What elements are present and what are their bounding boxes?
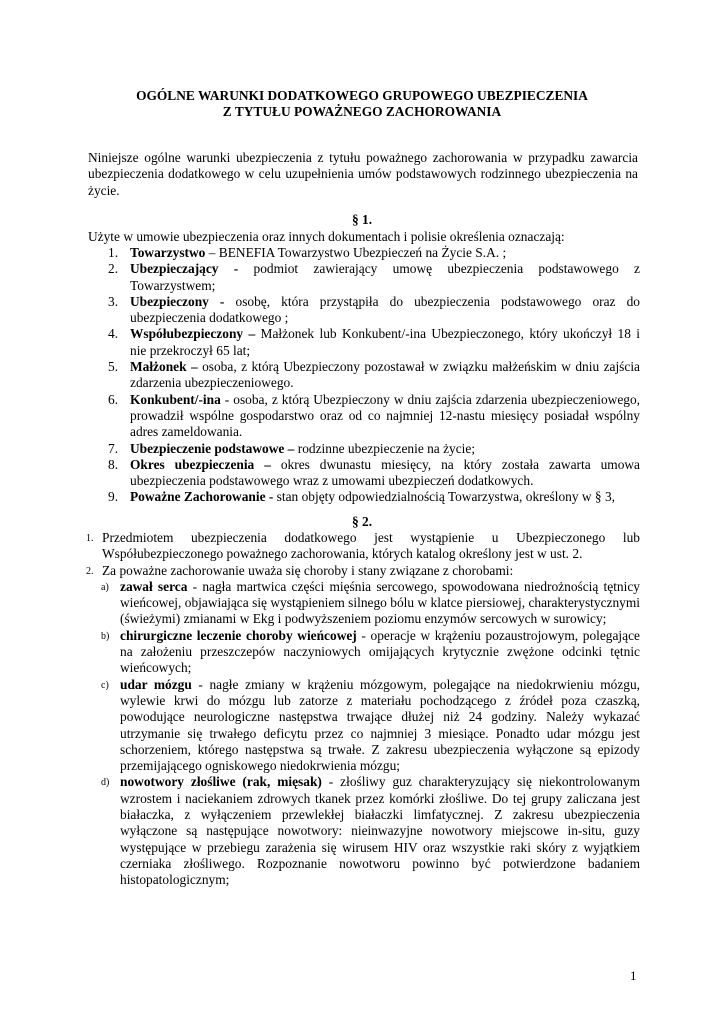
item-number: 3. [108, 293, 119, 309]
illness-text: - operacje w krążeniu pozaustrojowym, polegające na założeniu przeszczepów naczyniowych omijających krytycznie zwężone odcinki tętnic wieńcowych; [120, 627, 640, 676]
illness-term: zawał serca [120, 578, 188, 594]
definition-text: stan objęty odpowiedzialnością Towarzystwa, określony w § 3, [273, 489, 616, 505]
definition-term: Okres ubezpieczenia – [130, 456, 271, 472]
item-number: 8. [108, 456, 119, 472]
definition-item [88, 457, 640, 490]
definition-text: osobę, która przystąpiła do ubezpieczenia podstawowego oraz do ubezpieczenia dodatkowego ; [130, 293, 640, 326]
section-2-paragraph-1 [80, 530, 640, 563]
section-2-body [80, 530, 640, 889]
definition-item [88, 245, 640, 261]
item-letter: c) [101, 679, 109, 691]
definition-item [88, 359, 640, 392]
definition-item [88, 489, 640, 505]
illness-item [80, 628, 640, 677]
title-line-1: OGÓLNE WARUNKI DODATKOWEGO GRUPOWEGO UBEZPIECZENIA [136, 88, 588, 103]
definition-term: Małżonek – [130, 359, 198, 375]
item-number: 9. [108, 489, 119, 505]
section-1-lead: Użyte w umowie ubezpieczenia oraz innych dokumentach i polisie określenia oznaczają: [88, 229, 565, 244]
item-number: 1. [108, 245, 119, 260]
illness-term: nowotwory złośliwe (rak, mięsak) [120, 774, 322, 790]
definition-item [88, 261, 640, 294]
intro-paragraph: Niniejsze ogólne warunki ubezpieczenia z tytułu poważnego zachorowania w przypadku zawarcia ubezpieczenia dodatkowego w celu uzupełnienia umów podstawowych rodzinnego ubezpieczenia na życie. [88, 150, 638, 198]
item-letter: d) [101, 777, 110, 789]
item-number: 2. [108, 261, 119, 277]
item-number: 4. [108, 326, 119, 342]
definition-term: Ubezpieczający - [130, 261, 239, 277]
illness-text: - złośliwy guz charakteryzujący się niekontrolowanym wzrostem i naciekaniem zdrowych tkanek przez komórki złośliwe. Do tej grupy zaliczana jest białaczka, z wyłączeniem przewlekłej białaczki limfatycznej. Z zakresu ubezpieczenia wyłączone są następujące nowotwory: nieinwazyjne nowotwory miejscowe in-situ, guzy występujące w przebiegu zarażenia się wirusem HIV oraz wszystkie raki skóry z wyjątkiem czerniaka złośliwego. Rozpoznanie nowotworu powinno być potwierdzone badaniem histopatologicznym; [120, 774, 640, 888]
definition-term: Poważne Zachorowanie - [130, 489, 274, 505]
definition-item [88, 294, 640, 327]
illness-term: chirurgiczne leczenie choroby wieńcowej [120, 627, 357, 643]
definition-term: Towarzystwo [130, 245, 206, 260]
section-2-paragraph-2 [80, 563, 640, 579]
item-number: 2. [86, 565, 94, 577]
definition-term: Ubezpieczony - [130, 293, 225, 309]
definition-text: – BENEFIA Towarzystwo Ubezpieczeń na Życie S.A. ; [205, 245, 507, 260]
item-number: 7. [108, 440, 119, 456]
definition-text: - osoba, z którą Ubezpieczony w dniu zajścia zdarzenia ubezpieczeniowego, prowadził wspólne gospodarstwo oraz od co najmniej 12-nastu miesięcy posiadał wspólny adres zameldowania. [130, 391, 640, 440]
definition-text: osoba, z którą Ubezpieczony pozostawał w związku małżeńskim w dniu zajścia zdarzenia ubezpieczeniowego. [130, 359, 640, 391]
definitions-list [88, 245, 640, 506]
item-letter: b) [101, 630, 110, 642]
definition-text: Małżonek lub Konkubent/-ina Ubezpieczonego, który ukończył 18 i nie przekroczył 65 lat; [130, 326, 641, 358]
definition-text: rodzinne ubezpieczenie na życie; [294, 440, 476, 456]
definition-text: podmiot zawierający umowę ubezpieczenia podstawowego z Towarzystwem; [130, 261, 640, 293]
item-number: 5. [108, 359, 119, 375]
paragraph-text: Przedmiotem ubezpieczenia dodatkowego jest wystąpienie u Ubezpieczonego lub Współubezpieczonego poważnego zachorowania, których katalog określony jest w ust. 2. [102, 530, 640, 562]
illness-item [80, 774, 640, 888]
section-1-heading: § 1. [351, 212, 373, 227]
definition-term: Konkubent/-ina [130, 391, 221, 407]
illness-text: - nagłe zmiany w krążeniu mózgowym, polegające na niedokrwieniu mózgu, wylewie krwi do mózgu lub zatorze z materiału pochodzącego z źródeł poza czaszką, powodujące neurologiczne następstwa trwające dłużej niż 24 godziny. Należy wykazać utrzymanie się trwałego deficytu przez co najmniej 3 miesiące. Ponadto udar mózgu jest schorzeniem, którego następstwa są trwałe. Z zakresu ubezpieczenia wyłączone są epizody przemijającego ogniskowego niedokrwienia mózgu; [120, 676, 640, 774]
page-number: 1 [630, 968, 637, 983]
item-number: 1. [86, 533, 94, 544]
definition-text: okres dwunastu miesięcy, na który została zawarta umowa ubezpieczenia podstawowego wraz z umowami ubezpieczeń dodatkowych. [130, 456, 641, 489]
title-line-2: Z TYTUŁU POWAŻNEGO ZACHOROWANIA [222, 104, 502, 119]
item-letter: a) [101, 581, 109, 593]
definition-item [88, 392, 640, 441]
illness-term: udar mózgu [120, 676, 192, 692]
illness-list [80, 579, 640, 889]
definition-item [88, 441, 640, 457]
section-2-heading: § 2. [351, 514, 373, 529]
illness-text: - nagła martwica części mięśnia sercowego, spowodowana niedrożnością tętnicy wieńcowej, objawiająca się wystąpieniem silnego bólu w klatce piersiowej, charakterystycznymi (świeżymi) zmianami w Ekg i podwyższeniem poziomu enzymów sercowych w surowicy; [120, 578, 640, 627]
definition-term: Ubezpieczenie podstawowe – [130, 440, 295, 456]
paragraph-text: Za poważne zachorowanie uważa się choroby i stany związane z chorobami: [102, 562, 514, 578]
illness-item [80, 579, 640, 628]
illness-item [80, 677, 640, 775]
item-number: 6. [108, 391, 119, 407]
definition-term: Współubezpieczony – [130, 326, 256, 342]
document-title [80, 88, 644, 120]
definition-item [88, 326, 640, 359]
